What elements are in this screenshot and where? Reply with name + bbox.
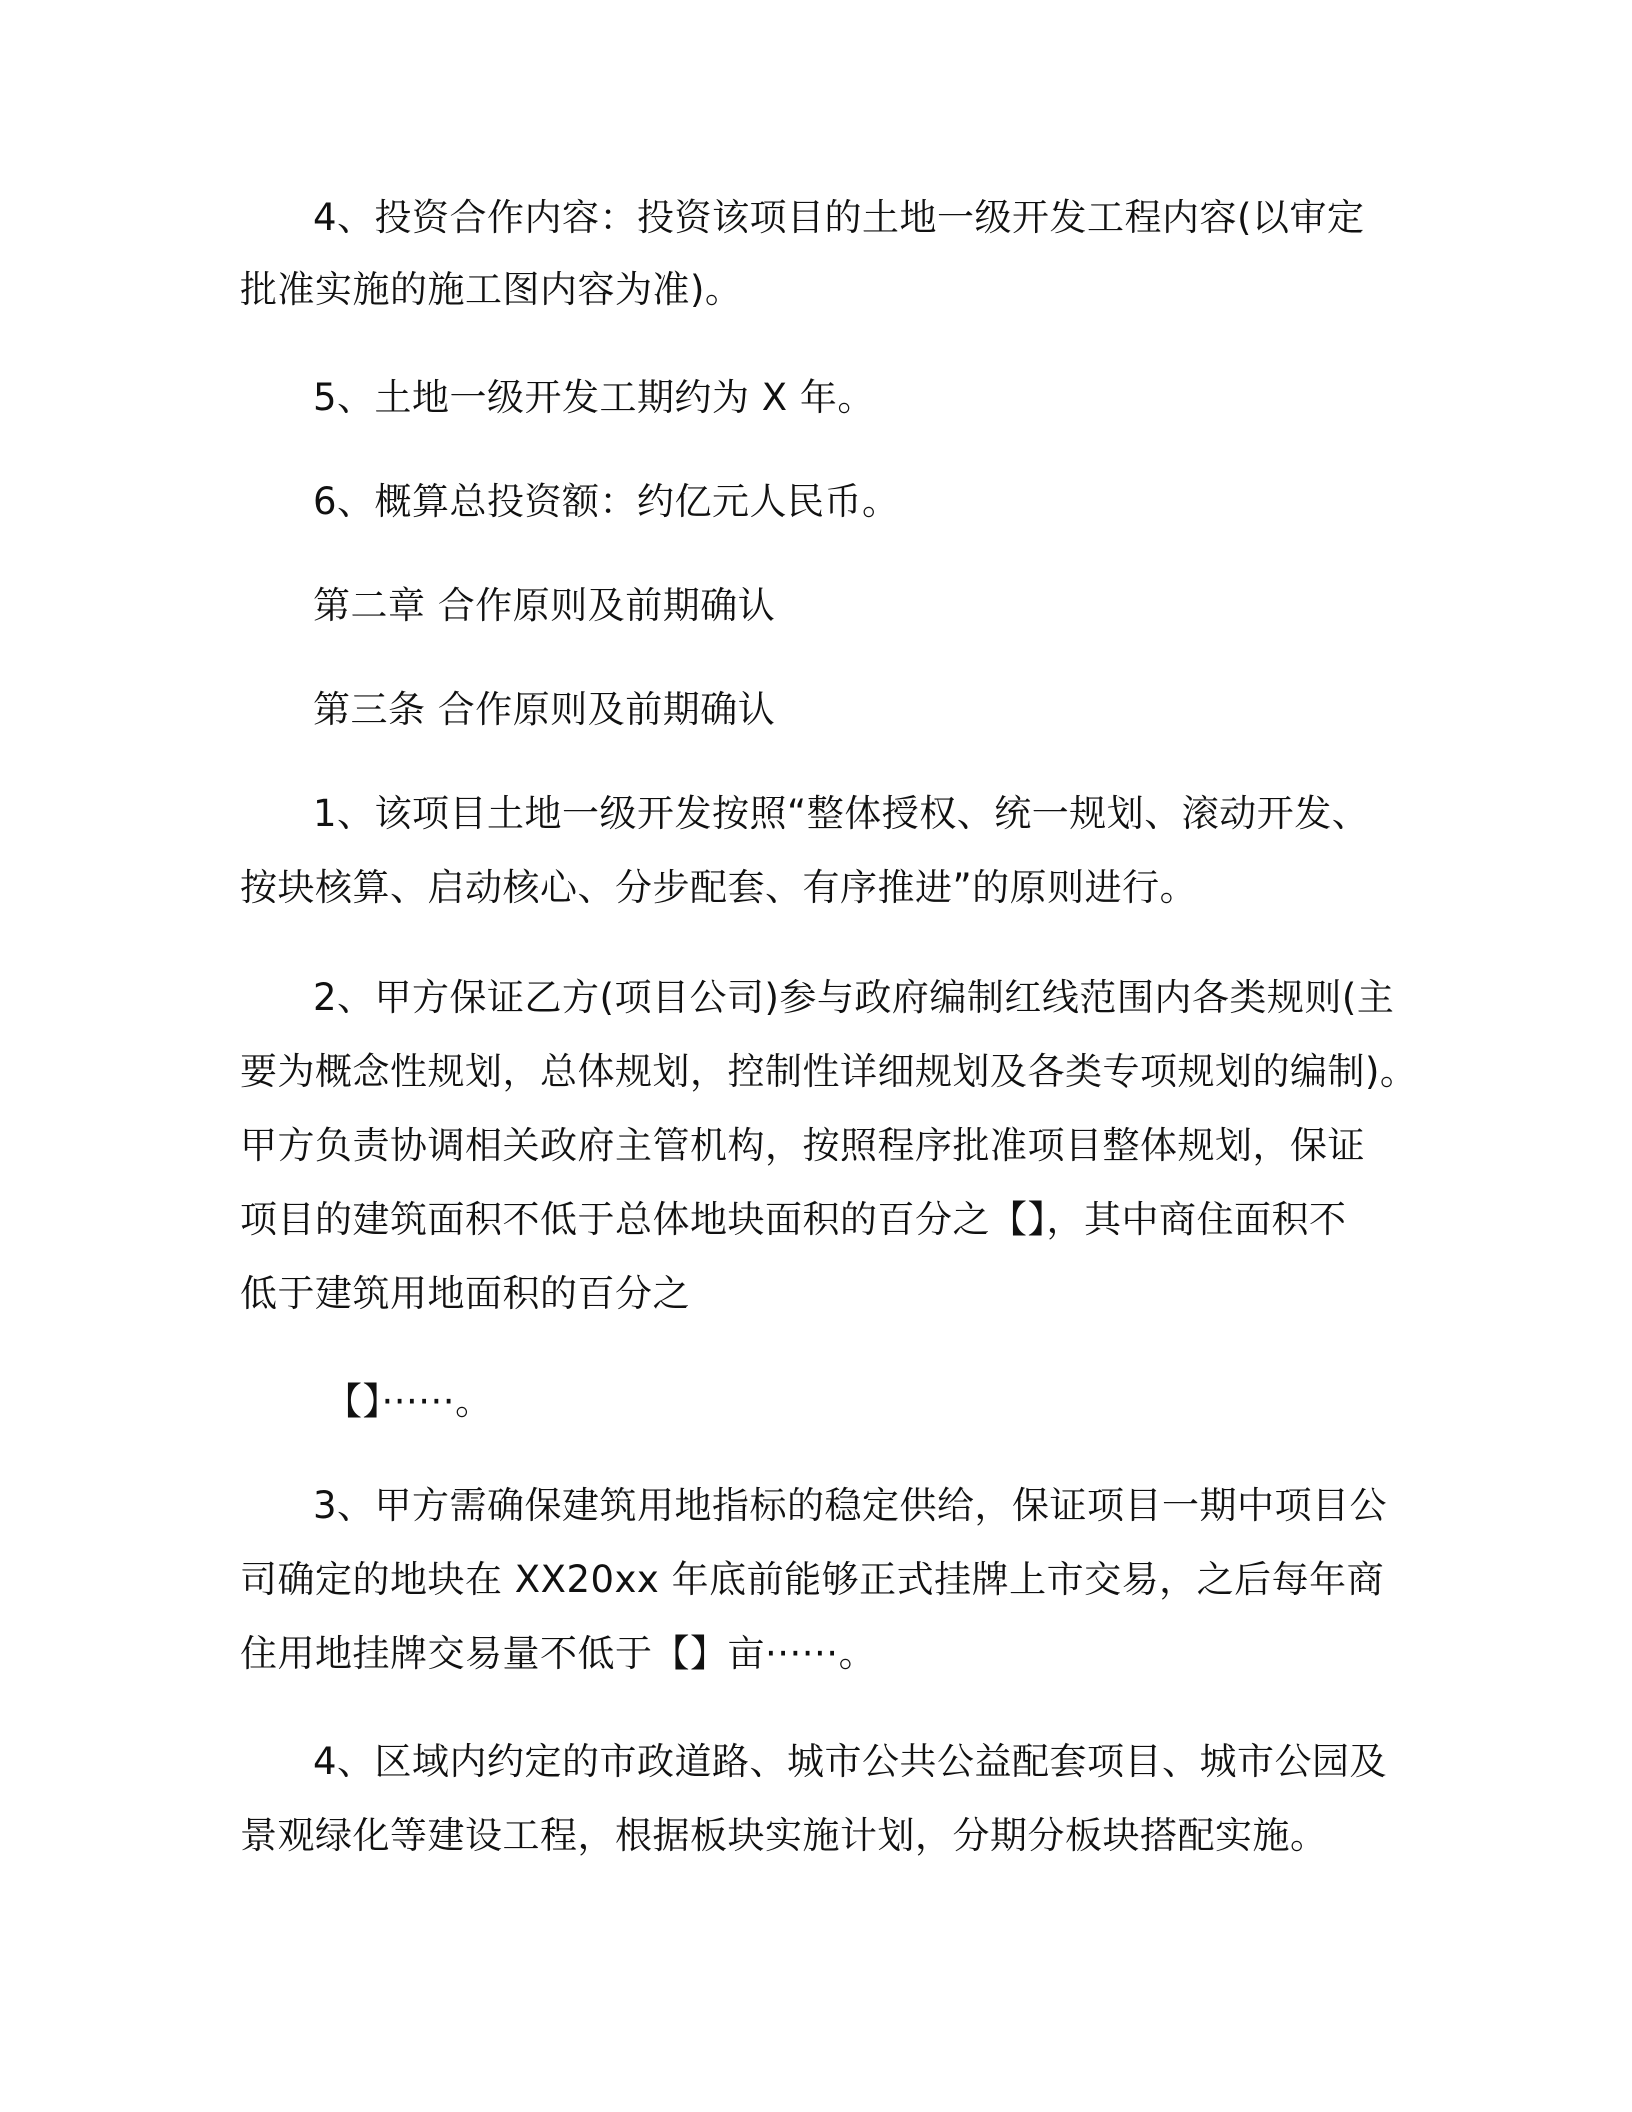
clause-1-line-1: 1、该项目土地一级开发按照“整体授权、统一规划、滚动开发、 bbox=[313, 792, 1370, 835]
chapter-heading: 第二章 合作原则及前期确认 bbox=[313, 584, 776, 627]
clause-2-line-1: 2、甲方保证乙方(项目公司)参与政府编制红线范围内各类规则(主 bbox=[313, 976, 1395, 1019]
clause-2-line-5: 低于建筑用地面积的百分之 bbox=[240, 1272, 690, 1315]
clause-1-line-2: 按块核算、启动核心、分步配套、有序推进”的原则进行。 bbox=[240, 866, 1198, 909]
paragraph-4-line-1: 4、投资合作内容：投资该项目的土地一级开发工程内容(以审定 bbox=[313, 196, 1365, 239]
clause-3-line-2: 司确定的地块在 XX20xx 年底前能够正式挂牌上市交易，之后每年商 bbox=[240, 1558, 1385, 1601]
clause-3-line-3: 住用地挂牌交易量不低于【】亩······。 bbox=[240, 1632, 877, 1675]
clause-4-line-2: 景观绿化等建设工程，根据板块实施计划，分期分板块搭配实施。 bbox=[240, 1814, 1328, 1857]
clause-2-line-2: 要为概念性规划，总体规划，控制性详细规划及各类专项规划的编制)。 bbox=[240, 1050, 1418, 1093]
clause-2-line-4: 项目的建筑面积不低于总体地块面积的百分之【】，其中商住面积不 bbox=[240, 1198, 1347, 1241]
paragraph-4-line-2: 批准实施的施工图内容为准)。 bbox=[240, 268, 743, 311]
article-heading: 第三条 合作原则及前期确认 bbox=[313, 688, 776, 731]
paragraph-6: 6、概算总投资额：约亿元人民币。 bbox=[313, 480, 900, 523]
clause-4-line-1: 4、区域内约定的市政道路、城市公共公益配套项目、城市公园及 bbox=[313, 1740, 1388, 1783]
clause-3-line-1: 3、甲方需确保建筑用地指标的稳定供给，保证项目一期中项目公 bbox=[313, 1484, 1388, 1527]
clause-2-line-6: 【】······。 bbox=[325, 1380, 493, 1423]
clause-2-line-3: 甲方负责协调相关政府主管机构，按照程序批准项目整体规划，保证 bbox=[240, 1124, 1365, 1167]
paragraph-5: 5、土地一级开发工期约为 X 年。 bbox=[313, 376, 875, 419]
